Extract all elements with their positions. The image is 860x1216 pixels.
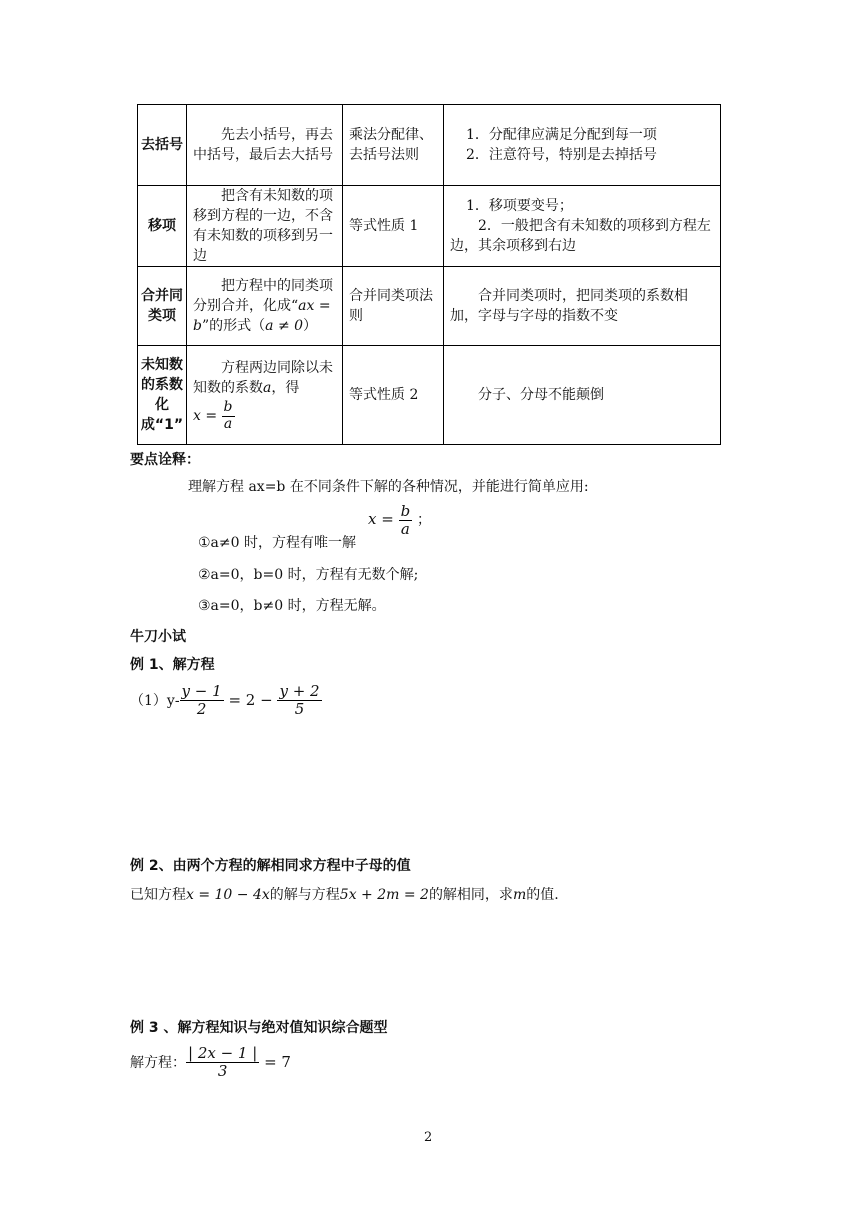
formula-lhs: x = [193,408,218,424]
step-name: 未知数的系数化成“1” [138,346,187,445]
fraction-numerator: b [223,399,233,416]
fraction [277,683,321,717]
method-text: ”的形式（ [201,318,266,334]
fraction-numerator: | 2x − 1 | [188,1044,258,1062]
equation-2: 5x + 2m = 2 [339,887,429,903]
step-method [187,346,343,445]
fraction-b-over-a [399,503,413,537]
table-row [138,186,721,267]
formula-lhs: x = [368,510,394,528]
method-text: 方程两边同除以未知数的系数 [193,360,333,397]
step-name: 去括号 [138,105,187,186]
formula-a-nonzero: a ≠ 0 [265,318,304,334]
equation-rhs: = 7 [264,1053,291,1071]
note-line: 1．移项要变号； [466,198,573,214]
example-3-title: 例 3 、解方程知识与绝对值知识综合题型 [130,1020,388,1036]
note-line: 2．一般把含有未知数的项移到方程左边，其余项移到右边 [450,218,711,254]
example-1-title: 例 1、解方程 [130,657,215,673]
method-text: ，得 [271,380,300,397]
note-line: 2．注意符号，特别是去掉括号 [466,147,657,163]
fraction-numerator: b [400,502,411,520]
example-2-text [130,884,559,904]
example-3-equation [130,1045,291,1079]
step-notes [444,186,721,267]
note-line: 1．分配律应满足分配到每一项 [466,127,657,143]
step-method [187,267,343,346]
method-text: 把方程中的同类项分别合并，化成“ [193,278,333,314]
fraction-denominator: a [400,519,410,538]
key-points-heading: 要点诠释： [130,452,200,468]
case-3: ③a=0，b≠0 时，方程无解。 [198,598,386,614]
example-2-title: 例 2、由两个方程的解相同求方程中子母的值 [130,858,411,874]
step-notes: 分子、分母不能颠倒 [444,346,721,445]
fraction-denominator: 5 [294,699,305,718]
page-number: 2 [424,1130,433,1145]
step-basis: 合并同类项法则 [343,267,444,346]
example-3-label: 解方程： [130,1055,186,1071]
step-notes [444,105,721,186]
example-1-equation [130,683,322,717]
case-2: ②a=0，b=0 时，方程有无数个解; [198,567,419,583]
fraction-denominator: 2 [196,699,207,718]
fraction-numerator: y − 1 [181,682,222,700]
case-1 [198,532,356,552]
formula-ax-b: ax = b [193,298,331,334]
step-basis: 等式性质 1 [343,186,444,267]
table-row [138,105,721,186]
step-method: 先去小括号，再去中括号，最后去大括号 [187,105,343,186]
key-points-intro: 理解方程 ax=b 在不同条件下解的各种情况，并能进行简单应用: [188,479,589,495]
method-text: ） [303,318,318,334]
text: 已知方程 [130,887,186,903]
fraction [180,683,224,717]
fraction-abs [186,1045,259,1079]
case-1-end: ； [416,512,431,528]
step-basis: 等式性质 2 [343,346,444,445]
steps-table [137,104,721,445]
fraction-denominator: a [223,415,233,432]
step-name: 移项 [138,186,187,267]
step-method: 把含有未知数的项移到方程的一边，不含有未知数的项移到另一边 [187,186,343,267]
table-row [138,267,721,346]
text: 的解相同，求 [428,887,513,903]
case-1-text: ①a≠0 时，方程有唯一解 [198,535,356,551]
fraction-denominator: 3 [217,1061,228,1080]
fraction-b-over-a [222,400,235,432]
equation-middle: = 2 − [228,691,273,709]
fraction-numerator: y + 2 [279,682,320,700]
equation-1: x = 10 − 4x [186,887,270,903]
example-1-label: （1）y- [130,693,180,709]
var-m: m [512,887,527,903]
case-1-formula [368,503,431,537]
step-basis: 乘法分配律、去括号法则 [343,105,444,186]
table-row [138,346,721,445]
step-notes: 合并同类项时，把同类项的系数相加，字母与字母的指数不变 [444,267,721,346]
var-a: a [263,380,272,397]
practice-heading: 牛刀小试 [130,629,186,645]
text: 的值. [526,887,559,903]
text: 的解与方程 [269,887,340,903]
step-name: 合并同类项 [138,267,187,346]
